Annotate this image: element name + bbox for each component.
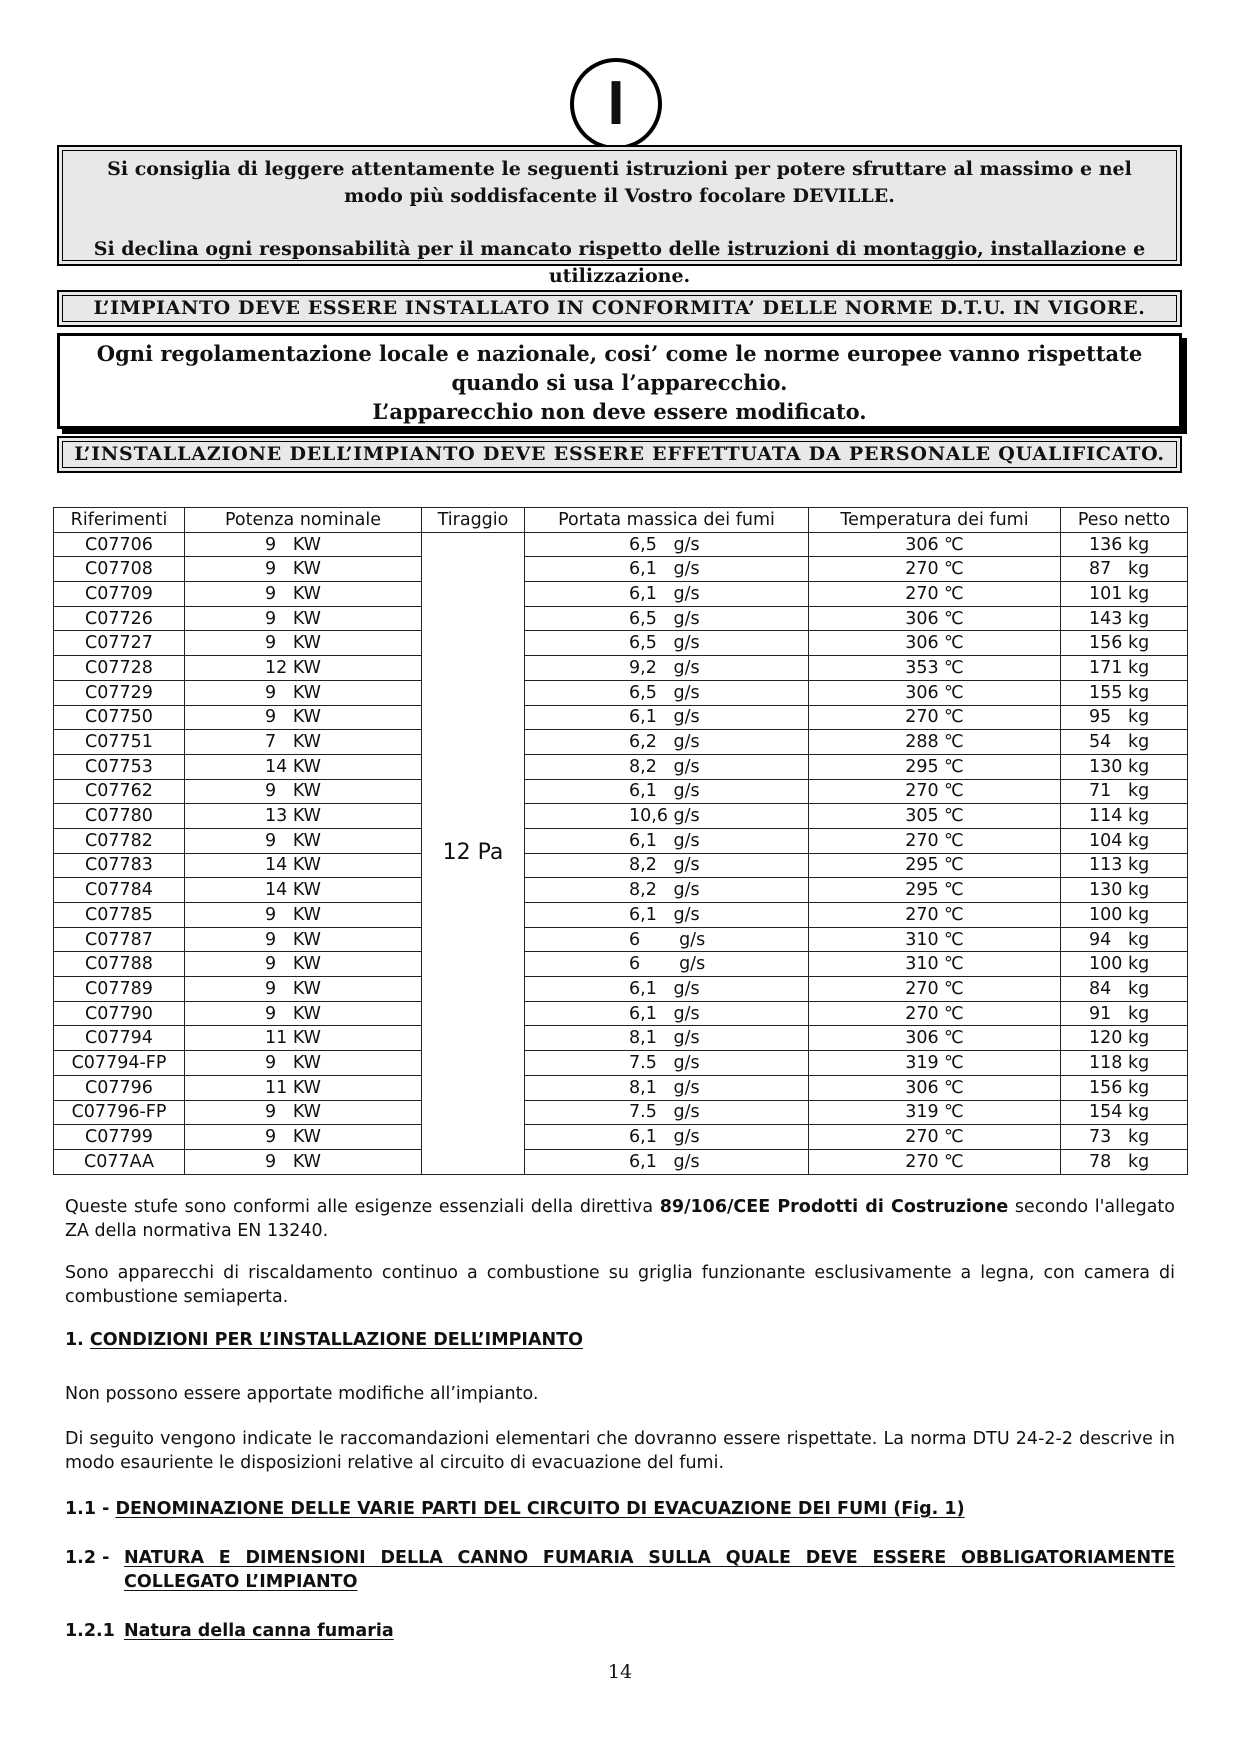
cell-portata: 6,1 g/s xyxy=(525,977,809,1002)
cell-portata: 6,1 g/s xyxy=(525,1001,809,1026)
cell-potenza: 9 KW xyxy=(185,779,422,804)
warning-line-2: Si declina ogni responsabilità per il mancato rispetto delle istruzioni di montaggio, installazione e utilizzazione. xyxy=(93,238,1146,287)
cell-peso: 118 kg xyxy=(1061,1051,1188,1076)
cell-portata: 6 g/s xyxy=(525,952,809,977)
cell-potenza: 9 KW xyxy=(185,680,422,705)
section-1-number: 1. xyxy=(65,1330,84,1350)
table-row xyxy=(54,754,1188,779)
cell-portata: 8,1 g/s xyxy=(525,1026,809,1051)
cell-temperatura: 310 ℃ xyxy=(809,927,1061,952)
cell-riferimento: C07796-FP xyxy=(54,1100,185,1125)
section-1-1-heading xyxy=(65,1497,1175,1521)
cell-peso: 101 kg xyxy=(1061,582,1188,607)
cell-riferimento: C07794-FP xyxy=(54,1051,185,1076)
table-row xyxy=(54,680,1188,705)
table-row xyxy=(54,828,1188,853)
cell-potenza: 14 KW xyxy=(185,853,422,878)
header-potenza: Potenza nominale xyxy=(185,508,422,533)
cell-portata: 6,1 g/s xyxy=(525,903,809,928)
cell-portata: 6,1 g/s xyxy=(525,828,809,853)
cell-potenza: 9 KW xyxy=(185,705,422,730)
cell-riferimento: C07750 xyxy=(54,705,185,730)
cell-potenza: 9 KW xyxy=(185,557,422,582)
cell-portata: 9,2 g/s xyxy=(525,656,809,681)
table-row xyxy=(54,1051,1188,1076)
cell-riferimento: C07780 xyxy=(54,804,185,829)
cell-riferimento: C07709 xyxy=(54,582,185,607)
cell-peso: 171 kg xyxy=(1061,656,1188,681)
cell-portata: 8,2 g/s xyxy=(525,754,809,779)
dtu-norms-box: L’IMPIANTO DEVE ESSERE INSTALLATO IN CONFORMITA’ DELLE NORME D.T.U. IN VIGORE. xyxy=(57,290,1182,327)
cell-riferimento: C07708 xyxy=(54,557,185,582)
warning-box xyxy=(57,145,1182,287)
description-text: Sono apparecchi di riscaldamento continuo a combustione su griglia funzionante esclusivamente a legna, con camera di combustione semiaperta. xyxy=(65,1263,1175,1307)
cell-potenza: 9 KW xyxy=(185,1125,422,1150)
directive-text-end: secondo l'allegato ZA della normativa EN 13240. xyxy=(65,1197,1175,1241)
cell-potenza: 9 KW xyxy=(185,952,422,977)
cell-portata: 8,1 g/s xyxy=(525,1075,809,1100)
cell-potenza: 11 KW xyxy=(185,1026,422,1051)
cell-peso: 136 kg xyxy=(1061,532,1188,557)
cell-portata: 6,2 g/s xyxy=(525,730,809,755)
directive-name: 89/106/CEE Prodotti di Costruzione xyxy=(659,1197,1009,1217)
cell-temperatura: 270 ℃ xyxy=(809,903,1061,928)
cell-temperatura: 270 ℃ xyxy=(809,1001,1061,1026)
cell-peso: 114 kg xyxy=(1061,804,1188,829)
qualified-personnel-box: L’INSTALLAZIONE DELL’IMPIANTO DEVE ESSERE EFFETTUATA DA PERSONALE QUALIFICATO. xyxy=(57,436,1182,473)
cell-portata: 6,5 g/s xyxy=(525,680,809,705)
cell-riferimento: C07790 xyxy=(54,1001,185,1026)
header-tiraggio: Tiraggio xyxy=(422,508,525,533)
cell-potenza: 9 KW xyxy=(185,631,422,656)
table-row xyxy=(54,582,1188,607)
cell-temperatura: 270 ℃ xyxy=(809,705,1061,730)
cell-peso: 104 kg xyxy=(1061,828,1188,853)
cell-peso: 71 kg xyxy=(1061,779,1188,804)
cell-riferimento: C07783 xyxy=(54,853,185,878)
cell-temperatura: 306 ℃ xyxy=(809,532,1061,557)
cell-temperatura: 270 ℃ xyxy=(809,1125,1061,1150)
table-row xyxy=(54,779,1188,804)
cell-portata: 6,5 g/s xyxy=(525,631,809,656)
cell-riferimento: C07789 xyxy=(54,977,185,1002)
cell-riferimento: C07762 xyxy=(54,779,185,804)
cell-potenza: 9 KW xyxy=(185,1001,422,1026)
table-row xyxy=(54,1075,1188,1100)
header-temperatura: Temperatura dei fumi xyxy=(809,508,1061,533)
regulation-line-2: L’apparecchio non deve essere modificato. xyxy=(372,399,867,424)
cell-potenza: 11 KW xyxy=(185,1075,422,1100)
table-row xyxy=(54,1149,1188,1174)
table-row xyxy=(54,1026,1188,1051)
cell-portata: 8,2 g/s xyxy=(525,853,809,878)
table-row xyxy=(54,705,1188,730)
table-row xyxy=(54,952,1188,977)
cell-riferimento: C07729 xyxy=(54,680,185,705)
cell-potenza: 9 KW xyxy=(185,582,422,607)
cell-portata: 6,1 g/s xyxy=(525,557,809,582)
language-badge: I xyxy=(570,58,662,150)
table-row xyxy=(54,903,1188,928)
cell-portata: 6 g/s xyxy=(525,927,809,952)
cell-riferimento: C07726 xyxy=(54,606,185,631)
table-row xyxy=(54,927,1188,952)
cell-riferimento: C077AA xyxy=(54,1149,185,1174)
directive-text-start: Queste stufe sono conformi alle esigenze essenziali della direttiva xyxy=(65,1197,660,1217)
section-1-2-number: 1.2 - xyxy=(65,1548,110,1568)
cell-riferimento: C07706 xyxy=(54,532,185,557)
cell-peso: 84 kg xyxy=(1061,977,1188,1002)
table-row xyxy=(54,606,1188,631)
section-1-title: CONDIZIONI PER L’INSTALLAZIONE DELL’IMPIANTO xyxy=(89,1330,583,1350)
cell-temperatura: 319 ℃ xyxy=(809,1051,1061,1076)
description-paragraph xyxy=(65,1261,1175,1309)
cell-peso: 154 kg xyxy=(1061,1100,1188,1125)
no-modifications-paragraph xyxy=(65,1382,1175,1406)
cell-riferimento: C07794 xyxy=(54,1026,185,1051)
no-modifications-text: Non possono essere apportate modifiche all’impianto. xyxy=(65,1384,539,1404)
cell-temperatura: 306 ℃ xyxy=(809,631,1061,656)
cell-potenza: 9 KW xyxy=(185,977,422,1002)
cell-temperatura: 310 ℃ xyxy=(809,952,1061,977)
section-1-2-1-heading xyxy=(65,1619,1175,1643)
cell-temperatura: 270 ℃ xyxy=(809,828,1061,853)
cell-peso: 155 kg xyxy=(1061,680,1188,705)
section-1-1-number: 1.1 - xyxy=(65,1499,110,1519)
table-row xyxy=(54,557,1188,582)
cell-peso: 113 kg xyxy=(1061,853,1188,878)
cell-riferimento: C07788 xyxy=(54,952,185,977)
cell-peso: 143 kg xyxy=(1061,606,1188,631)
section-1-2-1-number: 1.2.1 xyxy=(65,1621,115,1641)
table-row xyxy=(54,532,1188,557)
cell-potenza: 9 KW xyxy=(185,1051,422,1076)
cell-temperatura: 306 ℃ xyxy=(809,606,1061,631)
cell-peso: 54 kg xyxy=(1061,730,1188,755)
cell-riferimento: C07785 xyxy=(54,903,185,928)
cell-portata: 10,6 g/s xyxy=(525,804,809,829)
header-riferimenti: Riferimenti xyxy=(54,508,185,533)
cell-temperatura: 319 ℃ xyxy=(809,1100,1061,1125)
cell-potenza: 7 KW xyxy=(185,730,422,755)
cell-potenza: 9 KW xyxy=(185,1100,422,1125)
cell-temperatura: 270 ℃ xyxy=(809,779,1061,804)
cell-portata: 6,1 g/s xyxy=(525,1125,809,1150)
cell-riferimento: C07727 xyxy=(54,631,185,656)
cell-peso: 73 kg xyxy=(1061,1125,1188,1150)
section-1-2-1-title: Natura della canna fumaria xyxy=(124,1621,394,1641)
cell-temperatura: 295 ℃ xyxy=(809,853,1061,878)
header-peso: Peso netto xyxy=(1061,508,1188,533)
table-row xyxy=(54,631,1188,656)
specification-table xyxy=(53,507,1188,1175)
cell-potenza: 14 KW xyxy=(185,754,422,779)
section-1-2-heading xyxy=(65,1546,1175,1594)
cell-temperatura: 295 ℃ xyxy=(809,754,1061,779)
cell-potenza: 9 KW xyxy=(185,532,422,557)
cell-peso: 91 kg xyxy=(1061,1001,1188,1026)
cell-temperatura: 306 ℃ xyxy=(809,1075,1061,1100)
cell-potenza: 9 KW xyxy=(185,606,422,631)
cell-temperatura: 305 ℃ xyxy=(809,804,1061,829)
section-1-1-title: DENOMINAZIONE DELLE VARIE PARTI DEL CIRCUITO DI EVACUAZIONE DEI FUMI (Fig. 1) xyxy=(115,1499,965,1519)
cell-portata: 7.5 g/s xyxy=(525,1100,809,1125)
cell-peso: 130 kg xyxy=(1061,754,1188,779)
cell-temperatura: 306 ℃ xyxy=(809,1026,1061,1051)
cell-peso: 130 kg xyxy=(1061,878,1188,903)
cell-temperatura: 306 ℃ xyxy=(809,680,1061,705)
recommendations-text: Di seguito vengono indicate le raccomandazioni elementari che dovranno essere rispettate. La norma DTU 24-2-2 descrive in modo esauriente le disposizioni relative al circuito di evacuazione del fumi. xyxy=(65,1429,1175,1473)
cell-peso: 95 kg xyxy=(1061,705,1188,730)
cell-peso: 120 kg xyxy=(1061,1026,1188,1051)
cell-peso: 156 kg xyxy=(1061,631,1188,656)
regulation-line-1: Ogni regolamentazione locale e nazionale, cosi’ come le norme europee vanno rispettate quando si usa l’apparecchio. xyxy=(96,341,1143,395)
cell-peso: 100 kg xyxy=(1061,952,1188,977)
cell-potenza: 9 KW xyxy=(185,828,422,853)
cell-riferimento: C07728 xyxy=(54,656,185,681)
cell-potenza: 12 KW xyxy=(185,656,422,681)
cell-peso: 100 kg xyxy=(1061,903,1188,928)
cell-portata: 7.5 g/s xyxy=(525,1051,809,1076)
section-1-2-title: NATURA E DIMENSIONI DELLA CANNO FUMARIA SULLA QUALE DEVE ESSERE OBBLIGATORIAMENTE COLLEGATO L’IMPIANTO xyxy=(124,1548,1175,1592)
table-row xyxy=(54,730,1188,755)
recommendations-paragraph xyxy=(65,1427,1175,1475)
cell-temperatura: 270 ℃ xyxy=(809,582,1061,607)
section-1-heading xyxy=(65,1328,1175,1352)
table-body xyxy=(54,532,1188,1174)
page-number: 14 xyxy=(607,1661,633,1683)
cell-potenza: 9 KW xyxy=(185,1149,422,1174)
cell-peso: 78 kg xyxy=(1061,1149,1188,1174)
cell-riferimento: C07782 xyxy=(54,828,185,853)
table-row xyxy=(54,853,1188,878)
cell-portata: 6,1 g/s xyxy=(525,582,809,607)
cell-riferimento: C07784 xyxy=(54,878,185,903)
warning-line-1: Si consiglia di leggere attentamente le seguenti istruzioni per potere sfruttare al massimo e nel modo più soddisfacente il Vostro focolare DEVILLE. xyxy=(107,158,1132,207)
cell-peso: 156 kg xyxy=(1061,1075,1188,1100)
cell-temperatura: 270 ℃ xyxy=(809,977,1061,1002)
cell-riferimento: C07753 xyxy=(54,754,185,779)
table-row xyxy=(54,656,1188,681)
cell-temperatura: 353 ℃ xyxy=(809,656,1061,681)
header-portata: Portata massica dei fumi xyxy=(525,508,809,533)
cell-peso: 94 kg xyxy=(1061,927,1188,952)
cell-peso: 87 kg xyxy=(1061,557,1188,582)
cell-portata: 8,2 g/s xyxy=(525,878,809,903)
cell-potenza: 9 KW xyxy=(185,903,422,928)
cell-potenza: 9 KW xyxy=(185,927,422,952)
table-row xyxy=(54,1125,1188,1150)
cell-temperatura: 270 ℃ xyxy=(809,1149,1061,1174)
cell-tiraggio: 12 Pa xyxy=(422,532,525,1174)
cell-riferimento: C07751 xyxy=(54,730,185,755)
cell-temperatura: 270 ℃ xyxy=(809,557,1061,582)
directive-paragraph xyxy=(65,1195,1175,1243)
cell-riferimento: C07796 xyxy=(54,1075,185,1100)
cell-temperatura: 288 ℃ xyxy=(809,730,1061,755)
cell-portata: 6,1 g/s xyxy=(525,779,809,804)
cell-temperatura: 295 ℃ xyxy=(809,878,1061,903)
cell-riferimento: C07799 xyxy=(54,1125,185,1150)
cell-riferimento: C07787 xyxy=(54,927,185,952)
cell-portata: 6,5 g/s xyxy=(525,532,809,557)
table-header-row xyxy=(54,508,1188,533)
table-row xyxy=(54,878,1188,903)
table-row xyxy=(54,1100,1188,1125)
cell-portata: 6,5 g/s xyxy=(525,606,809,631)
table-row xyxy=(54,1001,1188,1026)
table-row xyxy=(54,977,1188,1002)
cell-potenza: 14 KW xyxy=(185,878,422,903)
cell-portata: 6,1 g/s xyxy=(525,1149,809,1174)
table-row xyxy=(54,804,1188,829)
cell-portata: 6,1 g/s xyxy=(525,705,809,730)
cell-potenza: 13 KW xyxy=(185,804,422,829)
regulation-box xyxy=(57,333,1182,429)
